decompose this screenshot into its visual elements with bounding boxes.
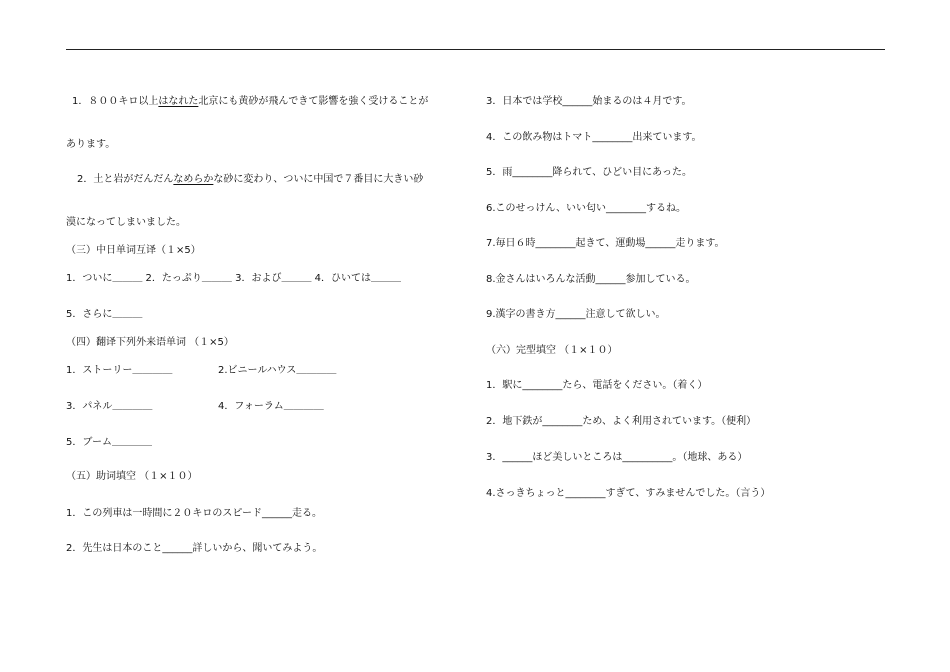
q2-item-1-line-1: 1．８００キロ以上はなれた北京にも黄砂が飛んできて影響を強く受けることが (72, 96, 429, 107)
q2-item-2-line-1: 2．土と岩がだんだんなめらかな砂に変わり、ついに中国で７番目に大きい砂 (77, 174, 424, 185)
q2-item-1-line-2: あります。 (66, 139, 116, 150)
section-5-item-5: 5．雨________降られて、ひどい目にあった。 (486, 167, 693, 178)
section-3-heading: （三）中日单词互译（１×5） (66, 245, 201, 256)
section-6-item-4: 4.さっきちょっと________すぎて、すみませんでした。（言う） (486, 488, 771, 499)
section-5-item-2: 2．先生は日本のこと______詳しいから、聞いてみよう。 (66, 543, 323, 554)
section-4-item-5: 5．ブーム＿＿＿＿ (66, 437, 153, 448)
section-4-item-4: 4．フォーラム＿＿＿＿ (218, 401, 324, 412)
section-5-item-4: 4．この飲み物はトマト________出来ています。 (486, 132, 702, 143)
section-5-heading: （五）助词填空 （１×１０） (66, 471, 198, 482)
section-4-item-1: 1．ストーリー＿＿＿＿ (66, 365, 173, 376)
section-4-heading: （四）翻译下列外来语单词 （１×5） (66, 337, 234, 348)
section-5-item-6: 6.このせっけん、いい匂い________するね。 (486, 203, 686, 214)
q2-item-2-line-2: 漠になってしまいました。 (66, 217, 186, 228)
section-5-item-1: 1．この列車は一時間に２０キロのスピード______走る。 (66, 508, 322, 519)
section-6-heading: （六）完型填空 （１×１０） (486, 345, 618, 356)
section-3-line-1: 1．ついに＿＿＿ 2．たっぷり＿＿＿ 3．および＿＿＿ 4．ひいては＿＿＿ (66, 273, 401, 284)
section-5-item-7: 7.毎日６時________起きて、運動場______走ります。 (486, 238, 725, 249)
section-6-item-2: 2．地下鉄が________ため、よく利用されています。（便利） (486, 416, 757, 427)
section-5-item-3: 3．日本では学校______始まるのは４月です。 (486, 96, 692, 107)
section-4-item-3: 3．パネル＿＿＿＿ (66, 401, 153, 412)
section-6-item-1: 1．駅に________たら、電話をください。（着く） (486, 380, 708, 391)
section-3-line-2: 5．さらに＿＿＿ (66, 309, 143, 320)
section-5-item-9: 9.漢字の書き方______注意して欲しい。 (486, 309, 666, 320)
section-5-item-8: 8.金さんはいろんな活動______参加している。 (486, 274, 696, 285)
header-rule (66, 49, 885, 50)
section-6-item-3: 3．______ほど美しいところは__________。（地球、ある） (486, 452, 748, 463)
section-4-item-2: 2.ビニールハウス＿＿＿＿ (218, 365, 337, 376)
